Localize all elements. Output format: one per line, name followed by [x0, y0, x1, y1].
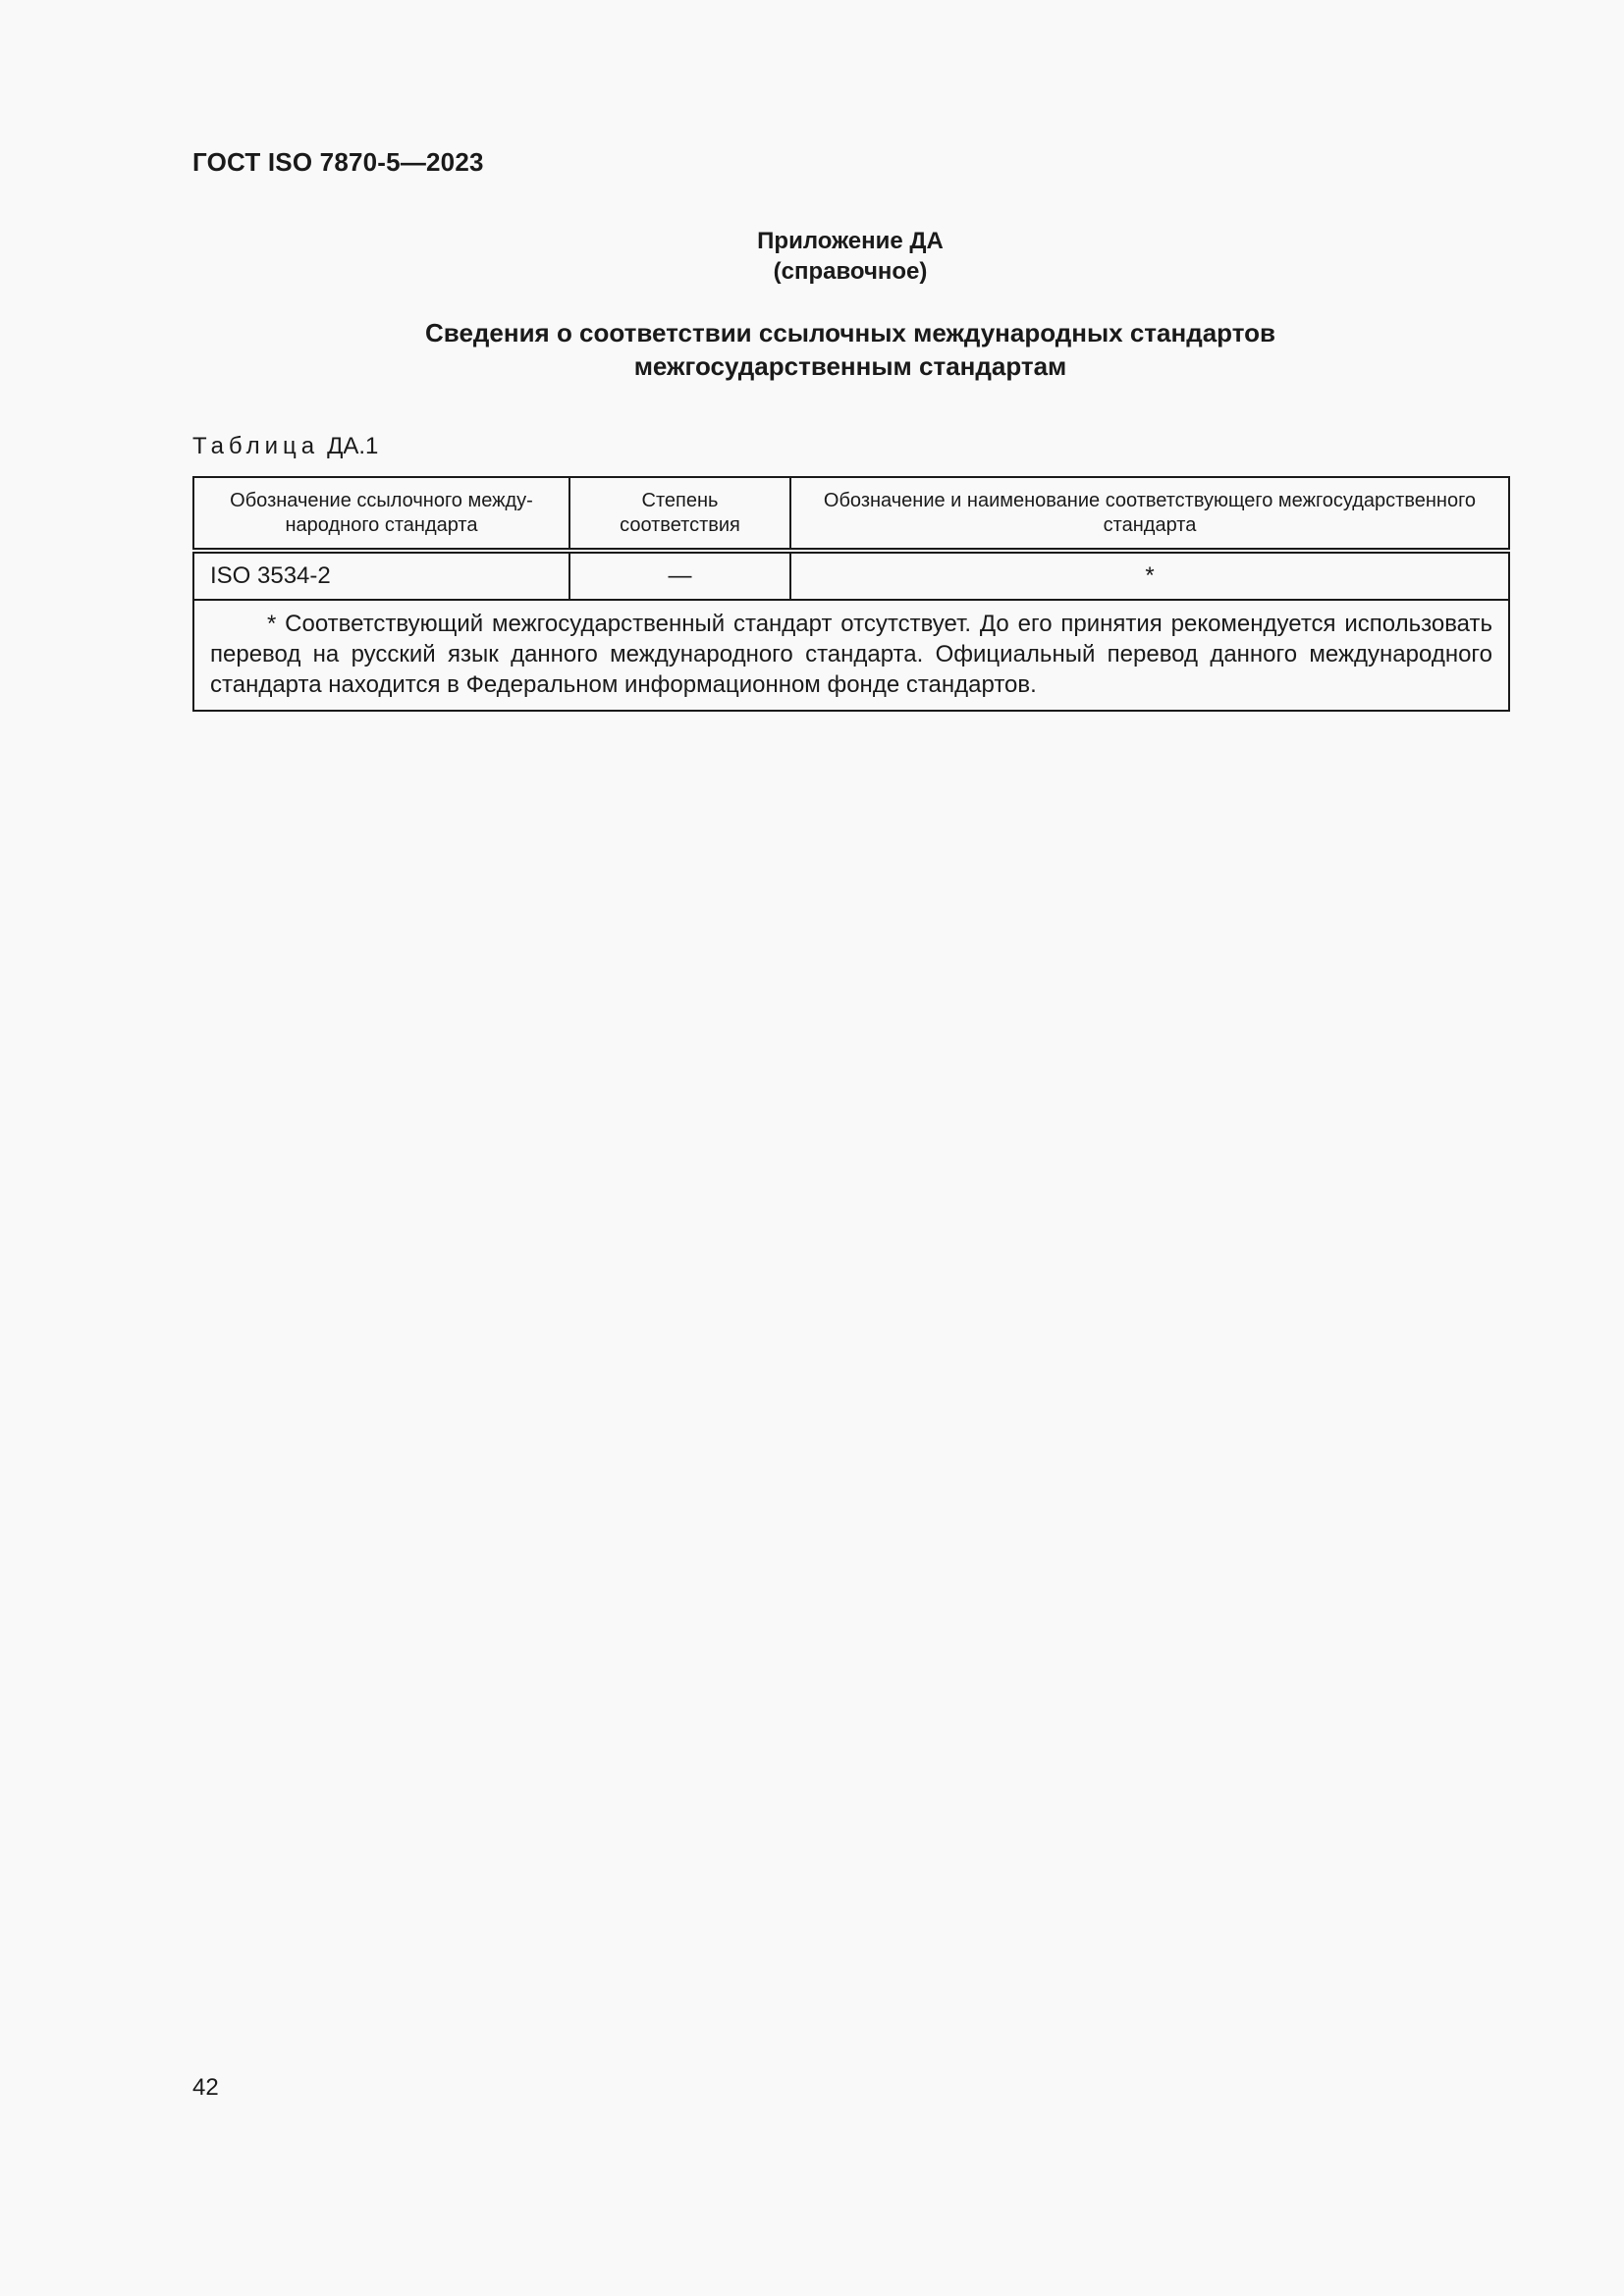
table-note-row: [193, 600, 1509, 711]
page-number: 42: [192, 2074, 219, 2101]
standards-correspondence-table: [192, 476, 1510, 712]
cell-interstate-standard: *: [790, 551, 1509, 600]
table-header-row: [193, 477, 1509, 551]
appendix-heading: [192, 226, 1508, 287]
section-title: [192, 316, 1508, 383]
section-title-line-1: Сведения о соответствии ссылочных международных стандартов: [425, 318, 1275, 347]
table-caption: [192, 433, 378, 460]
header-interstate-standard: Обозначение и наименование соответствующего межгосударственного стандарта: [790, 477, 1509, 551]
appendix-subtitle: (справочное): [773, 258, 928, 285]
table-footnote: * Соответствующий межгосударственный стандарт отсутствует. До его принятия рекомендуется использовать перевод на русский язык данного международного стандарта. Официальный перевод данного международного стандарта находится в Федеральном информационном фонде стандартов.: [193, 600, 1509, 711]
document-code: ГОСТ ISO 7870-5—2023: [192, 147, 484, 177]
header-correspondence-degree: Степень соответствия: [569, 477, 790, 551]
table-caption-word: Таблица: [192, 433, 320, 459]
section-title-line-2: межгосударственным стандартам: [633, 351, 1067, 381]
table-caption-number: ДА.1: [327, 433, 379, 459]
appendix-title: Приложение ДА: [757, 228, 944, 254]
cell-correspondence-degree: —: [569, 551, 790, 600]
table-row: [193, 551, 1509, 600]
header-intl-standard: Обозначение ссылочного между-народного стандарта: [193, 477, 569, 551]
cell-intl-standard: ISO 3534-2: [193, 551, 569, 600]
